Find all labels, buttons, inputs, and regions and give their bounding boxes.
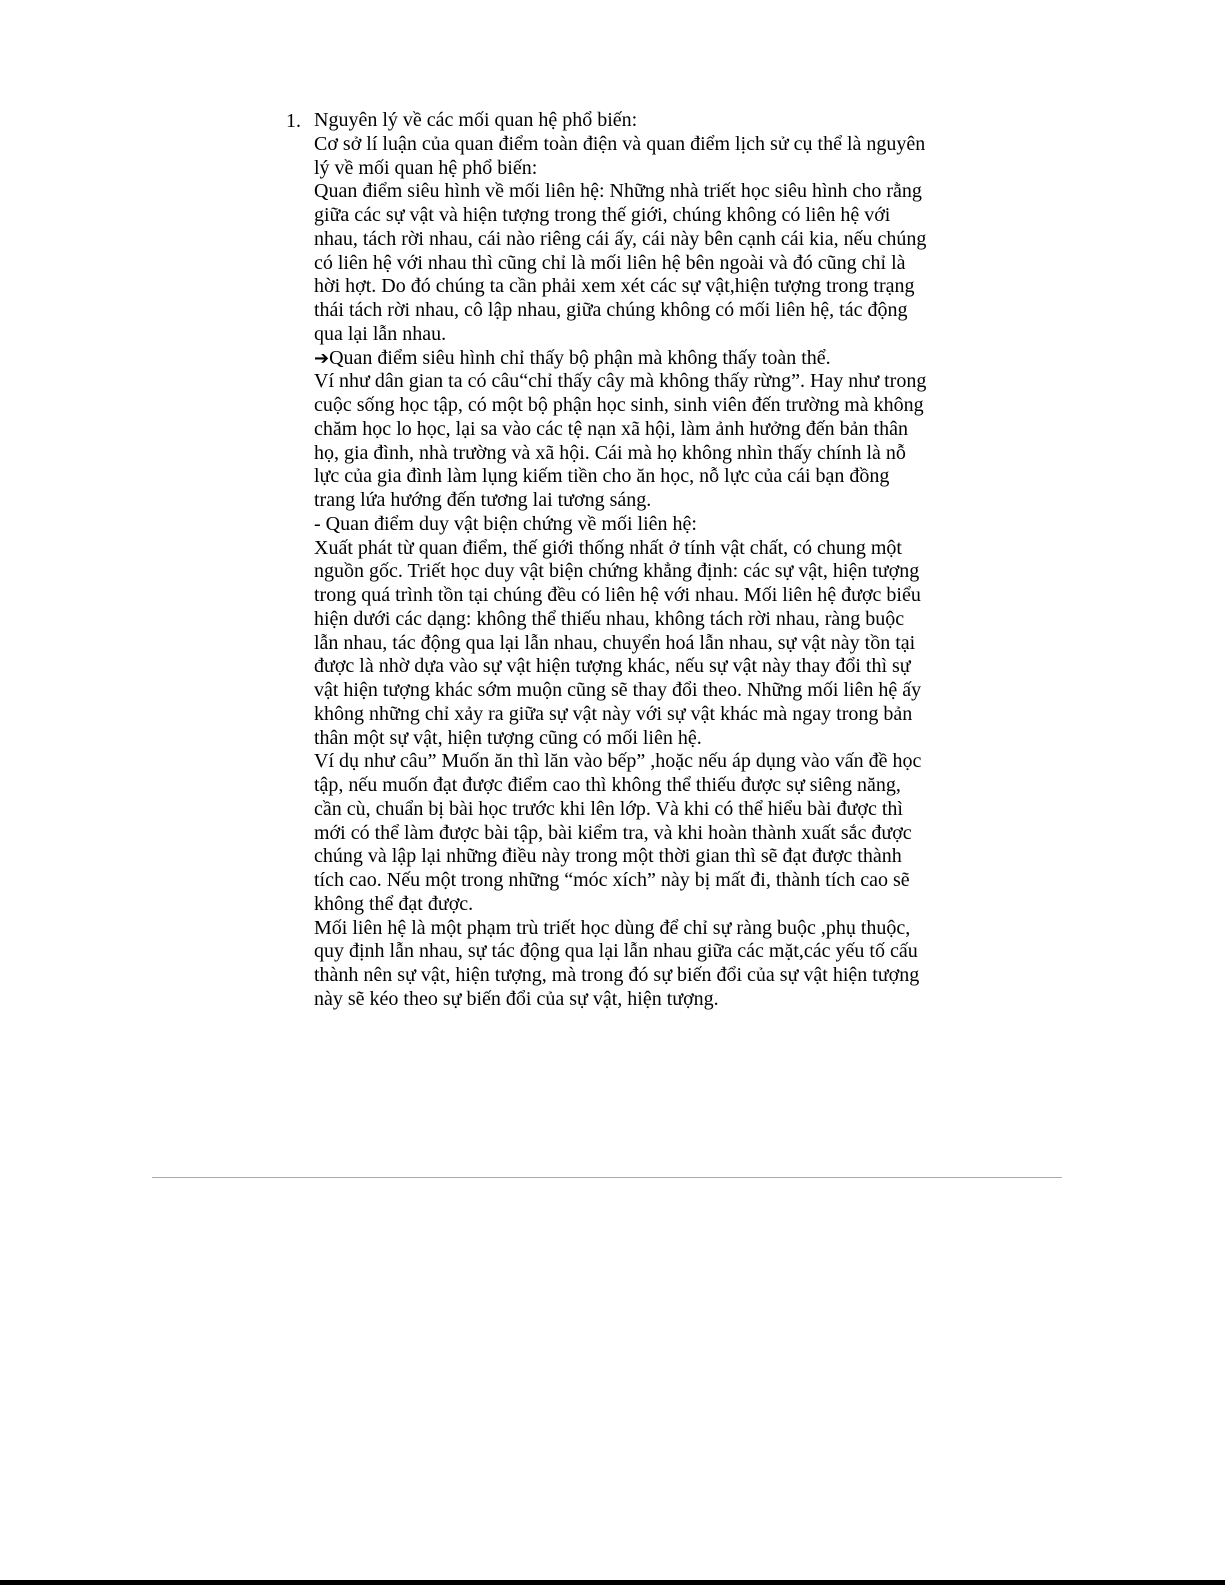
text-line: [314, 679, 966, 703]
text-line: [314, 988, 966, 1012]
line-text: Mối liên hệ là một phạm trù triết học dùng để chỉ sự ràng buộc ,phụ thuộc,: [314, 916, 911, 939]
text-line: [314, 940, 966, 964]
line-text: trong quá trình tồn tại chúng đều có liên hệ với nhau. Mối liên hệ được biểu: [314, 584, 921, 606]
text-line: [314, 252, 966, 276]
text-line: [314, 157, 966, 181]
line-text: Ví như dân gian ta có câu“chỉ thấy cây mà không thấy rừng”. Hay như trong: [314, 370, 927, 393]
line-text: này sẽ kéo theo sự biến đổi của sự vật, hiện tượng.: [314, 987, 719, 1010]
line-text: Xuất phát từ quan điểm, thế giới thống nhất ở tính vật chất, có chung một: [314, 536, 902, 559]
line-text: có liên hệ với nhau thì cũng chỉ là mối liên hệ bên ngoài và đó cũng chỉ là: [314, 251, 906, 274]
text-line: [314, 845, 966, 869]
text-line: [314, 964, 966, 988]
line-text: cần cù, chuẩn bị bài học trước khi lên lớp. Và khi có thể hiểu bài được thì: [314, 797, 903, 820]
line-text: Ví dụ như câu” Muốn ăn thì lăn vào bếp” ,hoặc nếu áp dụng vào vấn đề học: [314, 750, 922, 773]
text-line: [314, 584, 966, 608]
text-line: [314, 513, 966, 537]
text-line: [314, 655, 966, 679]
line-text: nhau, tách rời nhau, cái nào riêng cái ấy, cái này bên cạnh cái kia, nếu chúng: [314, 227, 927, 250]
line-text: tập, nếu muốn đạt được điểm cao thì không thể thiếu được sự siêng năng,: [314, 774, 901, 796]
text-line: [314, 869, 966, 893]
text-line: [314, 727, 966, 751]
item-number: 1.: [286, 110, 301, 132]
line-text: họ, gia đình, nhà trường và xã hội. Cái mà họ không nhìn thấy chính là nỗ: [314, 441, 906, 464]
text-line: [314, 703, 966, 727]
text-line: [314, 798, 966, 822]
line-text: không thể đạt được.: [314, 892, 474, 915]
line-text: chúng và lập lại những điều này trong một thời gian thì sẽ đạt được thành: [314, 845, 902, 868]
text-line: [314, 489, 966, 513]
text-line: [314, 204, 966, 228]
text-line: [314, 133, 966, 157]
text-line: [314, 442, 966, 466]
line-text: Quan điểm siêu hình về mối liên hệ: Những nhà triết học siêu hình cho rằng: [314, 180, 922, 203]
line-text: thái tách rời nhau, cô lập nhau, giữa chúng không có mối liên hệ, tác động: [314, 299, 908, 321]
line-text: mới có thể làm được bài tập, bài kiểm tra, và khi hoàn thành xuất sắc được: [314, 821, 912, 844]
line-text: lực của gia đình làm lụng kiếm tiền cho ăn học, nỗ lực của cái bạn đồng: [314, 465, 890, 488]
line-text: Cơ sở lí luận của quan điểm toàn điện và quan điểm lịch sử cụ thể là nguyên: [314, 132, 926, 155]
line-text: lý về mối quan hệ phổ biến:: [314, 156, 538, 179]
document-content: [286, 109, 966, 1012]
text-line: [314, 347, 966, 371]
text-line: [314, 893, 966, 917]
line-text: quy định lẫn nhau, sự tác động qua lại lẫn nhau giữa các mặt,các yếu tố cấu: [314, 940, 918, 963]
line-text: trang lứa hướng đến tương lai tương sáng.: [314, 489, 652, 511]
line-text: vật hiện tượng khác sớm muộn cũng sẽ thay đổi theo. Những mối liên hệ ấy: [314, 679, 922, 701]
text-line: [314, 822, 966, 846]
text-line: [314, 750, 966, 774]
text-line: [314, 275, 966, 299]
bottom-rule: [0, 1580, 1225, 1585]
text-line: [314, 109, 966, 133]
line-text: thành nên sự vật, hiện tượng, mà trong đó sự biến đổi của sự vật hiện tượng: [314, 964, 920, 986]
line-text: Nguyên lý về các mối quan hệ phổ biến:: [314, 109, 638, 131]
line-text: chăm học lo học, lại sa vào các tệ nạn xã hội, làm ảnh hưởng đến bản thân: [314, 417, 908, 440]
line-text: tích cao. Nếu một trong những “móc xích” này bị mất đi, thành tích cao sẽ: [314, 869, 910, 891]
item-body: [314, 109, 966, 1012]
text-line: [314, 418, 966, 442]
text-line: [314, 917, 966, 941]
text-line: [314, 394, 966, 418]
text-line: [314, 560, 966, 584]
line-text: hời hợt. Do đó chúng ta cần phải xem xét các sự vật,hiện tượng trong trạng: [314, 275, 915, 298]
page-divider: [152, 1177, 1062, 1178]
text-line: [314, 465, 966, 489]
line-text: Quan điểm siêu hình chỉ thấy bộ phận mà không thấy toàn thể.: [329, 346, 831, 369]
numbered-item: [286, 109, 966, 1012]
text-line: [314, 537, 966, 561]
line-text: giữa các sự vật và hiện tượng trong thế giới, chúng không có liên hệ với: [314, 204, 891, 226]
line-text: cuộc sống học tập, có một bộ phận học sinh, sinh viên đến trường mà không: [314, 394, 924, 416]
line-text: thân một sự vật, hiện tượng cũng có mối liên hệ.: [314, 726, 702, 749]
line-text: qua lại lẫn nhau.: [314, 322, 447, 345]
line-text: - Quan điểm duy vật biện chứng về mối liên hệ:: [314, 512, 697, 535]
text-line: [314, 228, 966, 252]
line-text: không những chỉ xảy ra giữa sự vật này với sự vật khác mà ngay trong bản: [314, 702, 913, 725]
arrow-icon: ➔: [314, 347, 330, 369]
text-line: [314, 180, 966, 204]
text-line: [314, 370, 966, 394]
line-text: được là nhờ dựa vào sự vật hiện tượng khác, nếu sự vật này thay đổi thì sự: [314, 655, 911, 678]
line-text: lẫn nhau, tác động qua lại lẫn nhau, chuyển hoá lẫn nhau, sự vật này tồn tại: [314, 631, 916, 654]
text-line: [314, 323, 966, 347]
text-line: [314, 608, 966, 632]
text-line: [314, 632, 966, 656]
line-text: nguồn gốc. Triết học duy vật biện chứng khẳng định: các sự vật, hiện tượng: [314, 560, 920, 583]
line-text: hiện dưới các dạng: không thể thiếu nhau, không tách rời nhau, ràng buộc: [314, 607, 905, 630]
text-line: [314, 299, 966, 323]
text-line: [314, 774, 966, 798]
